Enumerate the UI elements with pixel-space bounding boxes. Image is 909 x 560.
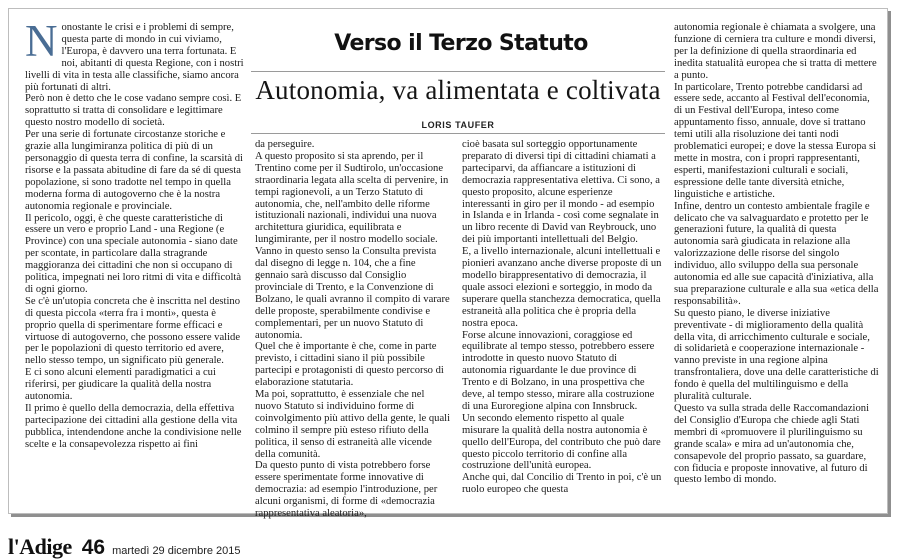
article-paragraph: Infine, dentro un contesto ambientale fragile e delicato che va salvaguardato e protetto per le generazioni future, la qualità di questa autonomia sarà giudicata in relazione alla valorizzazione delle risorse del singolo individuo, allo sviluppo della sua personale autonomia ed alle sue capacità d'iniziativa, alla sua preparazione culturale e alla sua «etica della responsabilità». (674, 200, 879, 307)
article-column-2 (255, 139, 451, 520)
page-footer (8, 534, 241, 560)
article-paragraph: Questo va sulla strada delle Raccomandazioni del Consiglio d'Europa che chiede agli Stati membri di «promuovere il plurilinguismo su grande scala» e mira ad un'autonomia che, consapevole del proprio passato, sa guardare, con fiducia e proposte innovative, al futuro di questo lembo di mondo. (674, 403, 870, 486)
headline-rule-top (251, 71, 665, 72)
article-kicker: Verso il Terzo Statuto (334, 31, 588, 56)
article-paragraph: Su questo piano, le diverse iniziative preventivate - di miglioramento della qualità della vita, di arricchimento culturale e sociale, di solidarietà e cooperazione internazionale - vanno previste in una regione alpina transfrontaliera, dove una delle caratteristiche di fondo è quella del multilinguismo e della pluralità culturale. (674, 307, 879, 403)
article-headline: Autonomia, va alimentata e coltivata (255, 75, 661, 105)
article-paragraph: Il pericolo, oggi, è che queste caratteristiche di essere un vero e proprio Land - una Regione (e Province) con una speciale autonomia - siano date per scontate, in particolare dalla stragrande maggioranza dei cittadini che non si occupano di politica, impegnati nei loro ritmi di vita e difficoltà di ogni giorno. (25, 212, 242, 295)
article-column-1 (25, 16, 245, 508)
article-paragraph: Da questo punto di vista potrebbero forse essere sperimentate forme innovative di democrazia: ad esempio l'introduzione, per alcuni organismi, di forme di «democrazia rappresentativa aleatoria», (255, 460, 438, 520)
article-paragraph: Per una serie di fortunate circostanze storiche e grazie alla lungimiranza politica di più di un personaggio di questa terra di confine, la scarsità di risorse e la passata abitudine di fare da sé di questa popolazione, si sono tradotte nel tempo in quella moderna forma di autogoverno che è la nostra autonomia regionale e provinciale. (25, 129, 243, 212)
article-paragraph: Se c'è un'utopia concreta che è inscritta nel destino di questa piccola «terra fra i monti», questa è proprio quella di sperimentare forme efficaci e virtuose di autogoverno, che possono essere valide per le popolazioni di questo territorio ed avere, nello stesso tempo, un significato più generale. (25, 295, 241, 367)
publication-date: martedì 29 dicembre 2015 (112, 545, 241, 557)
article-column-4 (674, 22, 879, 508)
article-paragraph: Ma poi, soprattutto, è essenziale che nel nuovo Statuto si individuino forme di coinvolgimento più attivo della gente, le quali colmino il sempre più esteso rifiuto della politica, il senso di estraneità alle vicende della comunità. (255, 389, 451, 460)
article-paragraph: In particolare, Trento potrebbe candidarsi ad essere sede, accanto al Festival dell'economia, di un Festival dell'Europa, inteso come appuntamento fisso, annuale, dove si trattano temi utili alla risoluzione dei tanti nodi problematici europei; e dove la stessa Europa si mette in mostra, con i propri rappresentanti, esperti, manifestazioni culturali e sociali, espressione delle tante diversità etniche, linguistiche e artistiche. (674, 81, 877, 200)
article-paragraph: autonomia regionale è chiamata a svolgere, una funzione di cerniera tra culture e mondi diversi, per la definizione di quella straordinaria ed inedita statualità europea che si tratta di mettere a punto. (674, 22, 877, 81)
article-paragraph: Il primo è quello della democrazia, della effettiva partecipazione dei cittadini alla gestione della vita pubblica, intendendone anche la condivisione nelle scelte e la consapevolezza rispetto ai fini (25, 403, 242, 450)
article-paragraph: A questo proposito si sta aprendo, per il Trentino come per il Sudtirolo, un'occasione straordinaria legata alla scelta di pervenire, in tempi ragionevoli, a un Terzo Statuto di autonomia, che, nell'ambito delle riforme istituzionali nazionali, individui una nuova architettura giuridica, equilibrata e lungimirante, per il nostro modello sociale. (255, 150, 449, 246)
article-paragraph: Vanno in questo senso la Consulta prevista dal disegno di legge n. 104, che a fine gennaio sarà discusso dal Consiglio provinciale di Trento, e la Convenzione di Bolzano, le quali avranno il compito di varare delle proposte, sperabilmente condivise e complementari, per un nuovo Statuto di autonomia. (255, 246, 450, 341)
article-paragraph: Un secondo elemento rispetto al quale misurare la qualità della nostra autonomia è quello dell'Europa, del contributo che può dare questo piccolo territorio di confine alla costruzione dell'unità europea. (462, 412, 661, 472)
article-frame (8, 8, 888, 520)
article-paragraph: Forse alcune innovazioni, coraggiose ed equilibrate al tempo stesso, potrebbero essere introdotte in questo nuovo Statuto di autonomia riguardante le due province di Trento e di Bolzano, in una prospettiva che deve, al tempo stesso, mirare alla costruzione di una Euroregione alpina con Innsbruck. (462, 329, 655, 412)
article-paragraph: Quel che è importante è che, come in parte previsto, i cittadini siano il più possibile partecipi e protagonisti di questo percorso di elaborazione statutaria. (255, 341, 444, 389)
article-paragraph: Anche qui, dal Concilio di Trento in poi, c'è un ruolo europeo che questa (462, 472, 662, 496)
dropcap-letter: N (25, 16, 58, 66)
article-byline: LORIS TAUFER (421, 120, 495, 130)
article-paragraph: E ci sono alcuni elementi paradigmatici a cui riferirsi, per giudicare la qualità della nostra autonomia. (25, 367, 216, 403)
newspaper-masthead: l'Adige (8, 534, 72, 559)
article-paragraph: E, a livello internazionale, alcuni intellettuali e pionieri avanzano anche diverse proposte di un modello birappresentativo di democrazia, il quale associ elezioni e sorteggio, in modo da superare quella stanchezza democratica, quella estraneità alla politica che è propria della nostra epoca. (462, 246, 662, 329)
article-paragraph: da perseguire. (255, 139, 315, 150)
article-paragraph: cioè basata sul sorteggio opportunamente preparato di diversi tipi di cittadini chiamati a parteciparvi, da affiancare a istituzioni di democrazia rappresentativa elettiva. Ci sono, a questo proposito, alcune esperienze interessanti in giro per il mondo - ad esempio in Islanda e in Irlanda - così come segnalate in un libro recente di David van Reybrouck, uno dei più importanti intellettuali del Belgio. (462, 139, 660, 246)
headline-rule-bottom (251, 133, 665, 134)
article-paragraph (25, 16, 245, 93)
article-column-3 (462, 139, 662, 509)
opening-text: onostante le crisi e i problemi di sempre, questa parte di mondo in cui viviamo, l'Europa, è davvero una terra fortunata. E noi, abitanti di questa Regione, con i nostri livelli di vita in testa alle classifiche, siamo ancora più fortunati di altri. (25, 22, 244, 93)
page-number: 46 (81, 536, 106, 559)
article-paragraph: Però non è detto che le cose vadano sempre così. E soprattutto si tratta di consolidare e legittimare questo nostro modello di società. (25, 93, 242, 129)
